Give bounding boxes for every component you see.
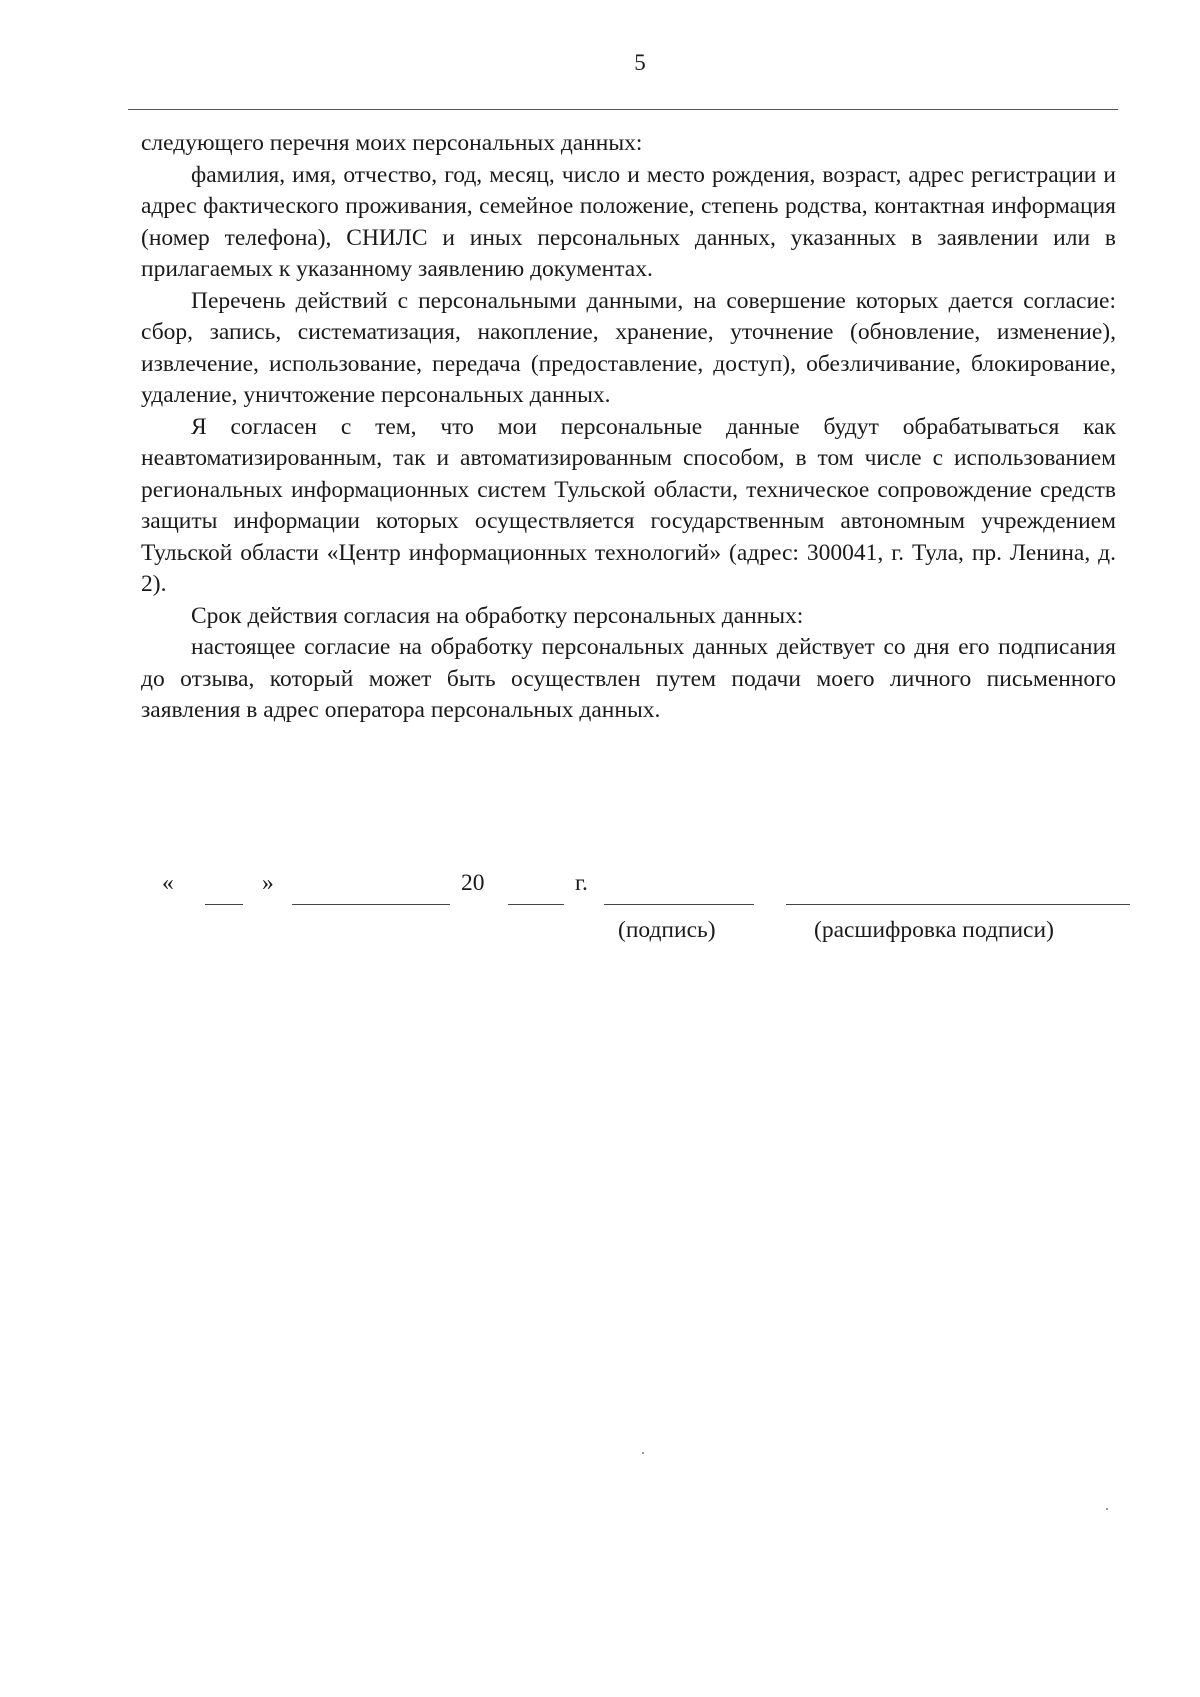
header-divider <box>128 109 1118 110</box>
decoding-blank-line <box>786 904 1130 905</box>
signature-date-row <box>0 870 1200 910</box>
paragraph-validity-terms: настоящее согласие на обработку персональных данных действует со дня его подписания до отзыва, который может быть осуществлен путем подачи моего личного письменного заявления в адрес оператора персональных данных. <box>141 634 1116 723</box>
paragraph-processing-actions: Перечень действий с персональными данными, на совершение которых дается согласие: сбор, запись, систематизация, накопление, хранение, уточнение (обновление, изменение), извлечение, использование, передача (предоставление, доступ), обезличивание, блокирование, удаление, уничтожение персональных данных. <box>141 287 1116 408</box>
signature-blank-line <box>604 904 754 905</box>
year-suffix: г. <box>575 870 588 896</box>
decoding-caption: (расшифровка подписи) <box>814 917 1054 943</box>
scan-speck <box>1106 1508 1108 1510</box>
day-blank-line <box>205 904 243 905</box>
paragraph-validity-heading: Срок действия согласия на обработку персональных данных: <box>191 602 804 629</box>
paragraph-personal-data-list: фамилия, имя, отчество, год, месяц, число и место рождения, возраст, адрес регистрации и адрес фактического проживания, семейное положение, степень родства, контактная информация (номер телефона), СНИЛС и иных персональных данных, указанных в заявлении или в прилагаемых к указанному заявлению документах. <box>141 161 1116 282</box>
consent-body <box>141 128 1116 727</box>
scan-speck <box>642 1452 644 1454</box>
date-open-quote: « <box>162 870 174 896</box>
paragraph-processing-methods: Я согласен с тем, что мои персональные данные будут обрабатываться как неавтоматизированным, так и автоматизированным способом, в том числе с использованием региональных информационных систем Тульской области, техническое сопровождение средств защиты информации которых осуществляется государственным автономным учреждением Тульской области «Центр информационных технологий» (адрес: 300041, г. Тула, пр. Ленина, д. 2). <box>141 413 1116 597</box>
month-blank-line <box>292 904 450 905</box>
date-close-quote: » <box>262 870 274 896</box>
signature-caption: (подпись) <box>618 917 716 943</box>
page-number: 5 <box>634 50 646 75</box>
year-blank-line <box>508 904 564 905</box>
year-prefix: 20 <box>461 870 485 896</box>
paragraph-continuation: следующего перечня моих персональных данных: <box>141 130 643 156</box>
